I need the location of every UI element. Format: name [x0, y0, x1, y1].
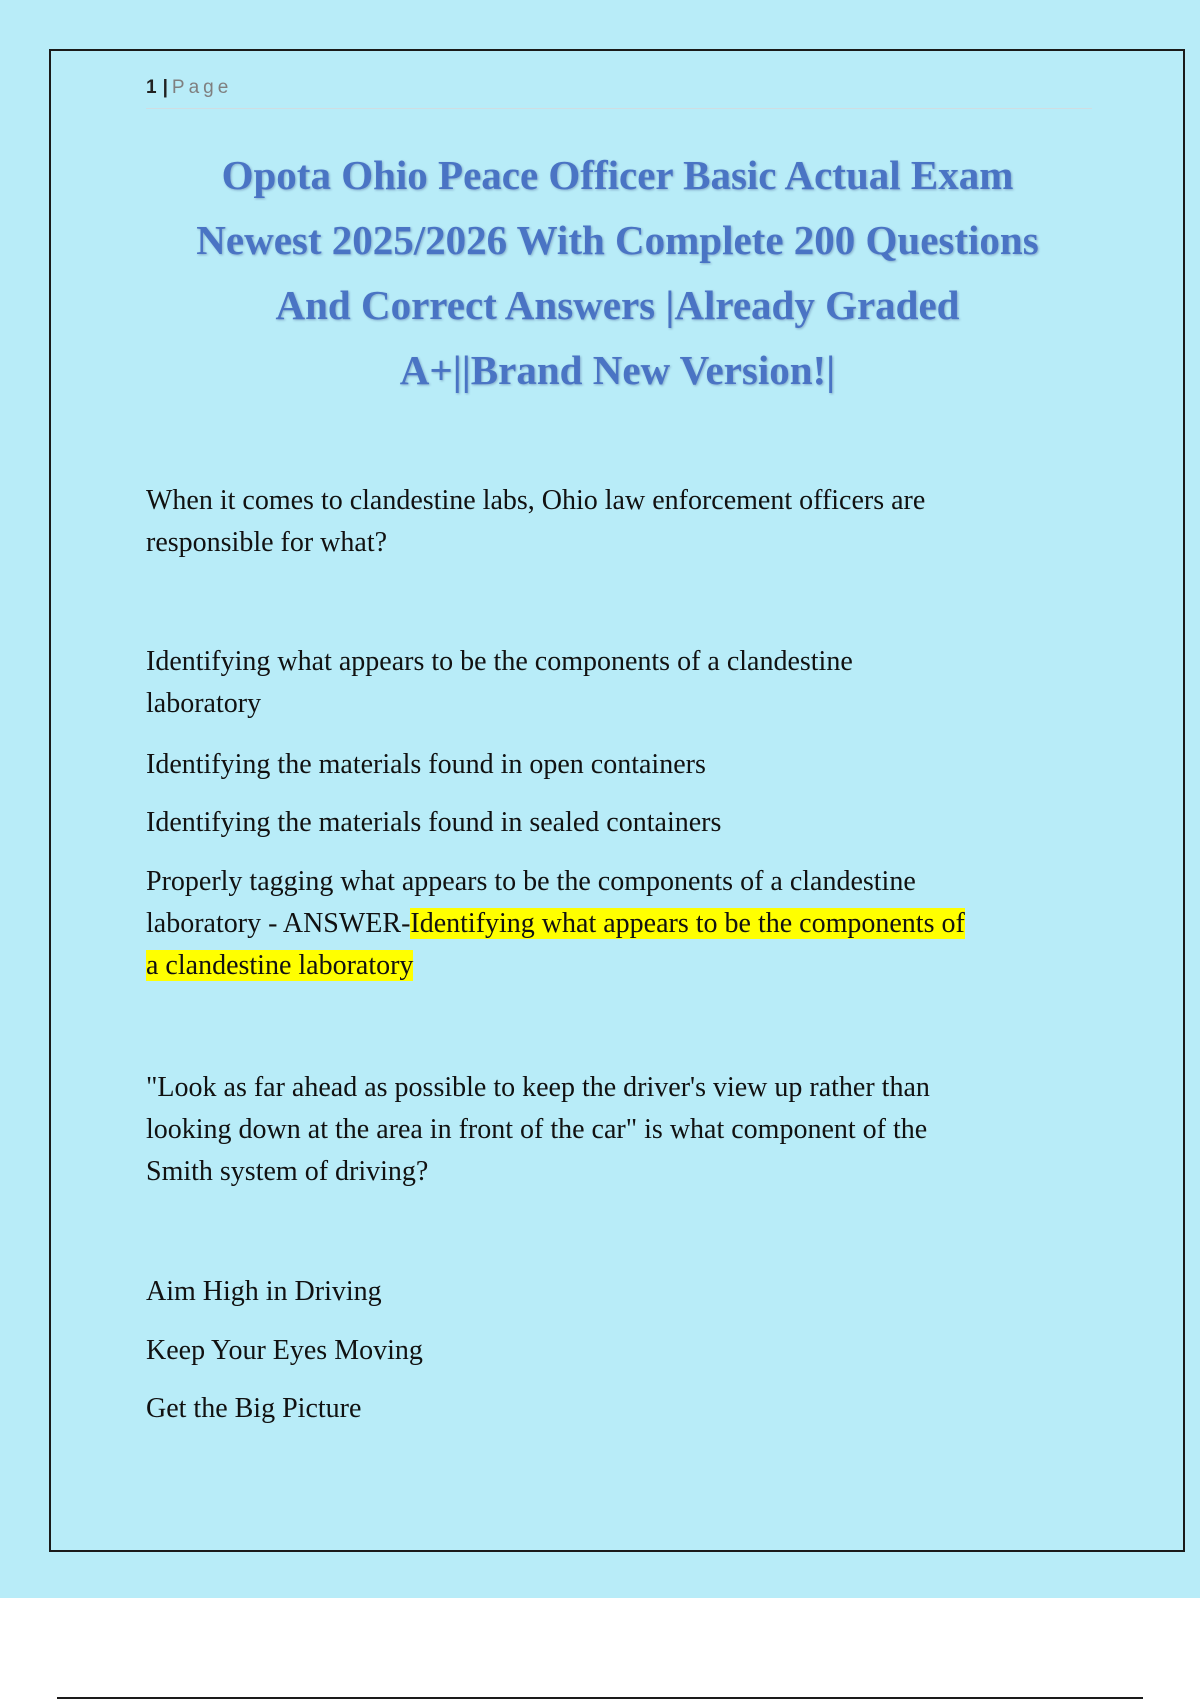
q2-option-3 [146, 1388, 1096, 1430]
title-line: Newest 2025/2026 With Complete 200 Questions [196, 217, 1039, 263]
q1-option-1 [146, 641, 1096, 725]
page-header [146, 74, 1092, 109]
option-line: Aim High in Driving [146, 1276, 382, 1307]
option-line: laboratory [146, 688, 262, 719]
answer-line [146, 945, 1096, 987]
q2-option-2 [146, 1330, 1096, 1372]
question-line: looking down at the area in front of the car" is what component of the [146, 1114, 928, 1145]
title-line: And Correct Answers |Already Graded [275, 282, 960, 328]
question-line: Smith system of driving? [146, 1156, 429, 1187]
option-line: Keep Your Eyes Moving [146, 1335, 423, 1366]
document-title [120, 143, 1115, 403]
highlighted-answer: Identifying what appears to be the components of [410, 908, 965, 939]
question-line: responsible for what? [146, 527, 388, 558]
question-1 [146, 480, 1096, 564]
page-label: Page [171, 77, 233, 98]
q1-option-4-with-answer [146, 861, 1096, 987]
answer-line [146, 903, 1096, 945]
question-line: When it comes to clandestine labs, Ohio law enforcement officers are [146, 485, 926, 516]
option-line: Identifying the materials found in sealed containers [146, 807, 722, 838]
title-line: A+||Brand New Version!| [399, 347, 836, 393]
q2-option-1 [146, 1271, 1096, 1313]
highlighted-answer: a clandestine laboratory [146, 950, 414, 981]
q1-option-3 [146, 802, 1096, 844]
option-line: Identifying what appears to be the components of a clandestine [146, 646, 853, 677]
answer-prefix: laboratory - ANSWER- [146, 908, 411, 939]
page-separator: | [162, 77, 168, 98]
question-line: "Look as far ahead as possible to keep the driver's view up rather than [146, 1072, 930, 1103]
q1-option-2 [146, 744, 1096, 786]
question-2 [146, 1067, 1096, 1193]
option-line: Get the Big Picture [146, 1393, 362, 1424]
title-line: Opota Ohio Peace Officer Basic Actual Exam [221, 152, 1014, 198]
option-line: Properly tagging what appears to be the components of a clandestine [146, 866, 916, 897]
bottom-divider [57, 1697, 1143, 1699]
page-number: 1 [146, 77, 157, 98]
option-line: Identifying the materials found in open containers [146, 749, 706, 780]
